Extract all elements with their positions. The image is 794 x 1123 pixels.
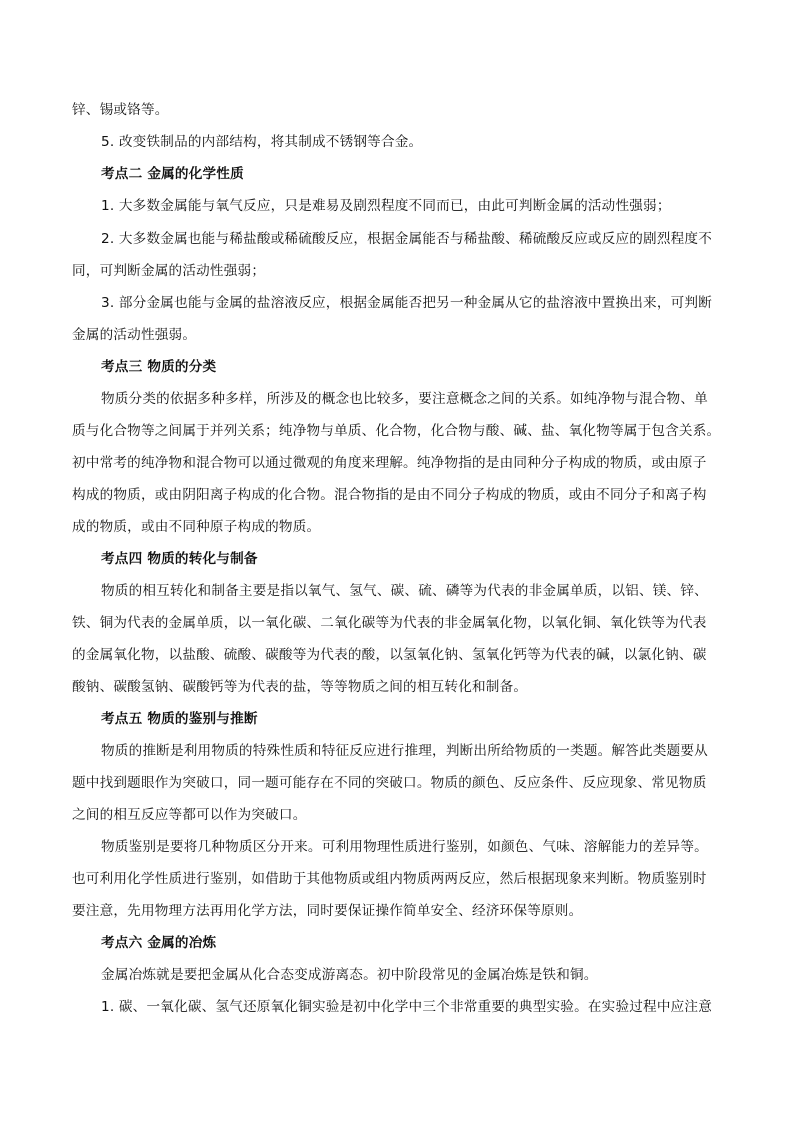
text-line: 成的物质，或由不同种原子构成的物质。 [72, 519, 321, 535]
text-line: 酸钠、碳酸氢钠、碳酸钙等为代表的盐，等等物质之间的相互转化和制备。 [72, 679, 528, 695]
list-item: 5. 改变铁制品的内部结构，将其制成不锈钢等合金。 [101, 134, 423, 150]
text-line: 要注意，先用物理方法再用化学方法，同时要保证操作简单安全、经济环保等原则。 [72, 903, 583, 919]
text-line: 构成的物质，或由阴阳离子构成的化合物。混合物指的是由不同分子构成的物质，或由不同分子和离子构 [72, 487, 707, 503]
paragraph-line: 物质的推断是利用物质的特殊性质和特征反应进行推理，判断出所给物质的一类题。解答此类题要从 [101, 743, 708, 759]
section-heading: 考点四 物质的转化与制备 [101, 551, 258, 567]
section-heading: 考点五 物质的鉴别与推断 [101, 711, 258, 727]
section-heading: 考点六 金属的冶炼 [101, 935, 217, 951]
paragraph-line: 物质的相互转化和制备主要是指以氧气、氢气、碳、硫、磷等为代表的非金属单质，以铝、镁、锌、 [101, 583, 708, 599]
section-heading: 考点三 物质的分类 [101, 359, 217, 375]
text-line: 同，可判断金属的活动性强弱； [72, 263, 266, 279]
text-line: 的金属氧化物，以盐酸、硫酸、碳酸等为代表的酸，以氢氧化钠、氢氧化钙等为代表的碱，以氯化钠、碳 [72, 647, 707, 663]
paragraph-line: 金属冶炼就是要把金属从化合态变成游离态。初中阶段常见的金属冶炼是铁和铜。 [101, 967, 598, 983]
text-line: 质与化合物等之间属于并列关系；纯净物与单质、化合物，化合物与酸、碱、盐、氧化物等属于包含关系。 [72, 423, 721, 439]
text-line: 初中常考的纯净物和混合物可以通过微观的角度来理解。纯净物指的是由同种分子构成的物质，或由原子 [72, 455, 707, 471]
text-line: 题中找到题眼作为突破口，同一题可能存在不同的突破口。物质的颜色、反应条件、反应现象、常见物质 [72, 775, 707, 791]
text-line: 锌、锡或铬等。 [72, 102, 169, 118]
list-item: 1. 碳、一氧化碳、氢气还原氧化铜实验是初中化学中三个非常重要的典型实验。在实验过程中应注意 [101, 999, 713, 1015]
text-line: 也可利用化学性质进行鉴别，如借助于其他物质或组内物质两两反应，然后根据现象来判断。物质鉴别时 [72, 871, 707, 887]
text-line: 金属的活动性强弱。 [72, 327, 197, 343]
list-item: 1. 大多数金属能与氧气反应，只是难易及剧烈程度不同而已，由此可判断金属的活动性强弱； [101, 198, 671, 214]
paragraph-line: 物质鉴别是要将几种物质区分开来。可利用物理性质进行鉴别，如颜色、气味、溶解能力的差异等。 [101, 839, 708, 855]
text-line: 铁、铜为代表的金属单质，以一氧化碳、二氧化碳等为代表的非金属氧化物，以氧化铜、氧化铁等为代表 [72, 615, 707, 631]
text-line: 之间的相互反应等都可以作为突破口。 [72, 807, 307, 823]
paragraph-line: 物质分类的依据多种多样，所涉及的概念也比较多，要注意概念之间的关系。如纯净物与混合物、单 [101, 391, 708, 407]
list-item: 3. 部分金属也能与金属的盐溶液反应，根据金属能否把另一种金属从它的盐溶液中置换出来，可判断 [101, 295, 713, 311]
section-heading: 考点二 金属的化学性质 [101, 166, 244, 182]
list-item: 2. 大多数金属也能与稀盐酸或稀硫酸反应，根据金属能否与稀盐酸、稀硫酸反应或反应的剧烈程度不 [101, 231, 713, 247]
